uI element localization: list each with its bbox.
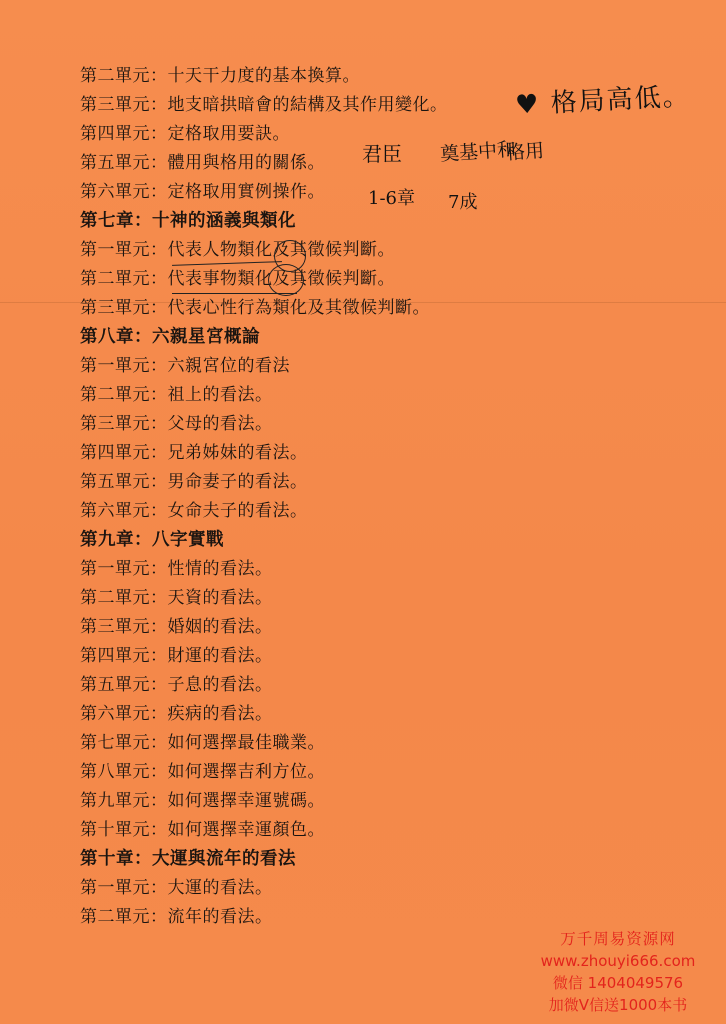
unit-entry: 第二單元：祖上的看法。 [80, 385, 273, 405]
unit-entry: 第六單元：女命夫子的看法。 [80, 501, 308, 521]
unit-entry: 第六單元：疾病的看法。 [80, 704, 273, 724]
unit-entry: 第十單元：如何選擇幸運顏色。 [80, 820, 325, 840]
unit-entry: 第二單元：天資的看法。 [80, 588, 273, 608]
unit-entry: 第四單元：兄弟姊妹的看法。 [80, 443, 308, 463]
unit-entry: 第一單元：代表人物類化及其徵候判斷。 [80, 240, 395, 260]
watermark-url: www.zhouyi666.com [540, 952, 696, 970]
handwritten-note-balance: 奠基中和 [439, 138, 517, 166]
watermark [518, 928, 718, 1016]
handwritten-note-pattern-level: ♥ 格局高低。 [514, 81, 692, 121]
unit-entry: 第四單元：定格取用要訣。 [80, 124, 290, 144]
unit-entry: 第五單元：男命妻子的看法。 [80, 472, 308, 492]
watermark-site-name: 万千周易资源网 [560, 930, 676, 948]
handwritten-note-seven: 7成 [448, 192, 478, 213]
handwritten-note-chapters: 1-6章 [368, 188, 415, 209]
unit-entry: 第三單元：婚姻的看法。 [80, 617, 273, 637]
handwritten-note-ruler-minister: 君臣 [362, 142, 402, 166]
unit-entry: 第二單元：代表事物類化及其徵候判斷。 [80, 269, 395, 289]
unit-entry: 第二單元：十天干力度的基本換算。 [80, 66, 360, 86]
unit-entry: 第八單元：如何選擇吉利方位。 [80, 762, 325, 782]
chapter-heading: 第九章：八字實戰 [80, 530, 224, 550]
chapter-heading: 第十章：大運與流年的看法 [80, 849, 296, 869]
chapter-heading: 第八章：六親星宮概論 [80, 327, 260, 347]
unit-entry: 第二單元：流年的看法。 [80, 907, 273, 927]
unit-entry: 第六單元：定格取用實例操作。 [80, 182, 325, 202]
unit-entry: 第九單元：如何選擇幸運號碼。 [80, 791, 325, 811]
unit-entry: 第一單元：大運的看法。 [80, 878, 273, 898]
unit-entry: 第三單元：地支暗拱暗會的結構及其作用變化。 [80, 95, 448, 115]
unit-entry: 第三單元：父母的看法。 [80, 414, 273, 434]
unit-entry: 第一單元：六親宮位的看法 [80, 356, 290, 376]
chapter-heading: 第七章：十神的涵義與類化 [80, 211, 296, 231]
unit-entry: 第一單元：性情的看法。 [80, 559, 273, 579]
table-of-contents [80, 62, 600, 932]
watermark-promo: 加微V信送1000本书 [548, 996, 688, 1014]
handwritten-circle-mark [268, 264, 304, 296]
handwritten-note-pattern-use: 格用 [505, 139, 545, 165]
unit-entry: 第七單元：如何選擇最佳職業。 [80, 733, 325, 753]
handwritten-underline [172, 293, 297, 294]
unit-entry: 第三單元：代表心性行為類化及其徵候判斷。 [80, 298, 430, 318]
watermark-wechat: 微信 1404049576 [552, 974, 684, 992]
unit-entry: 第四單元：財運的看法。 [80, 646, 273, 666]
unit-entry: 第五單元：體用與格用的關係。 [80, 153, 325, 173]
unit-entry: 第五單元：子息的看法。 [80, 675, 273, 695]
